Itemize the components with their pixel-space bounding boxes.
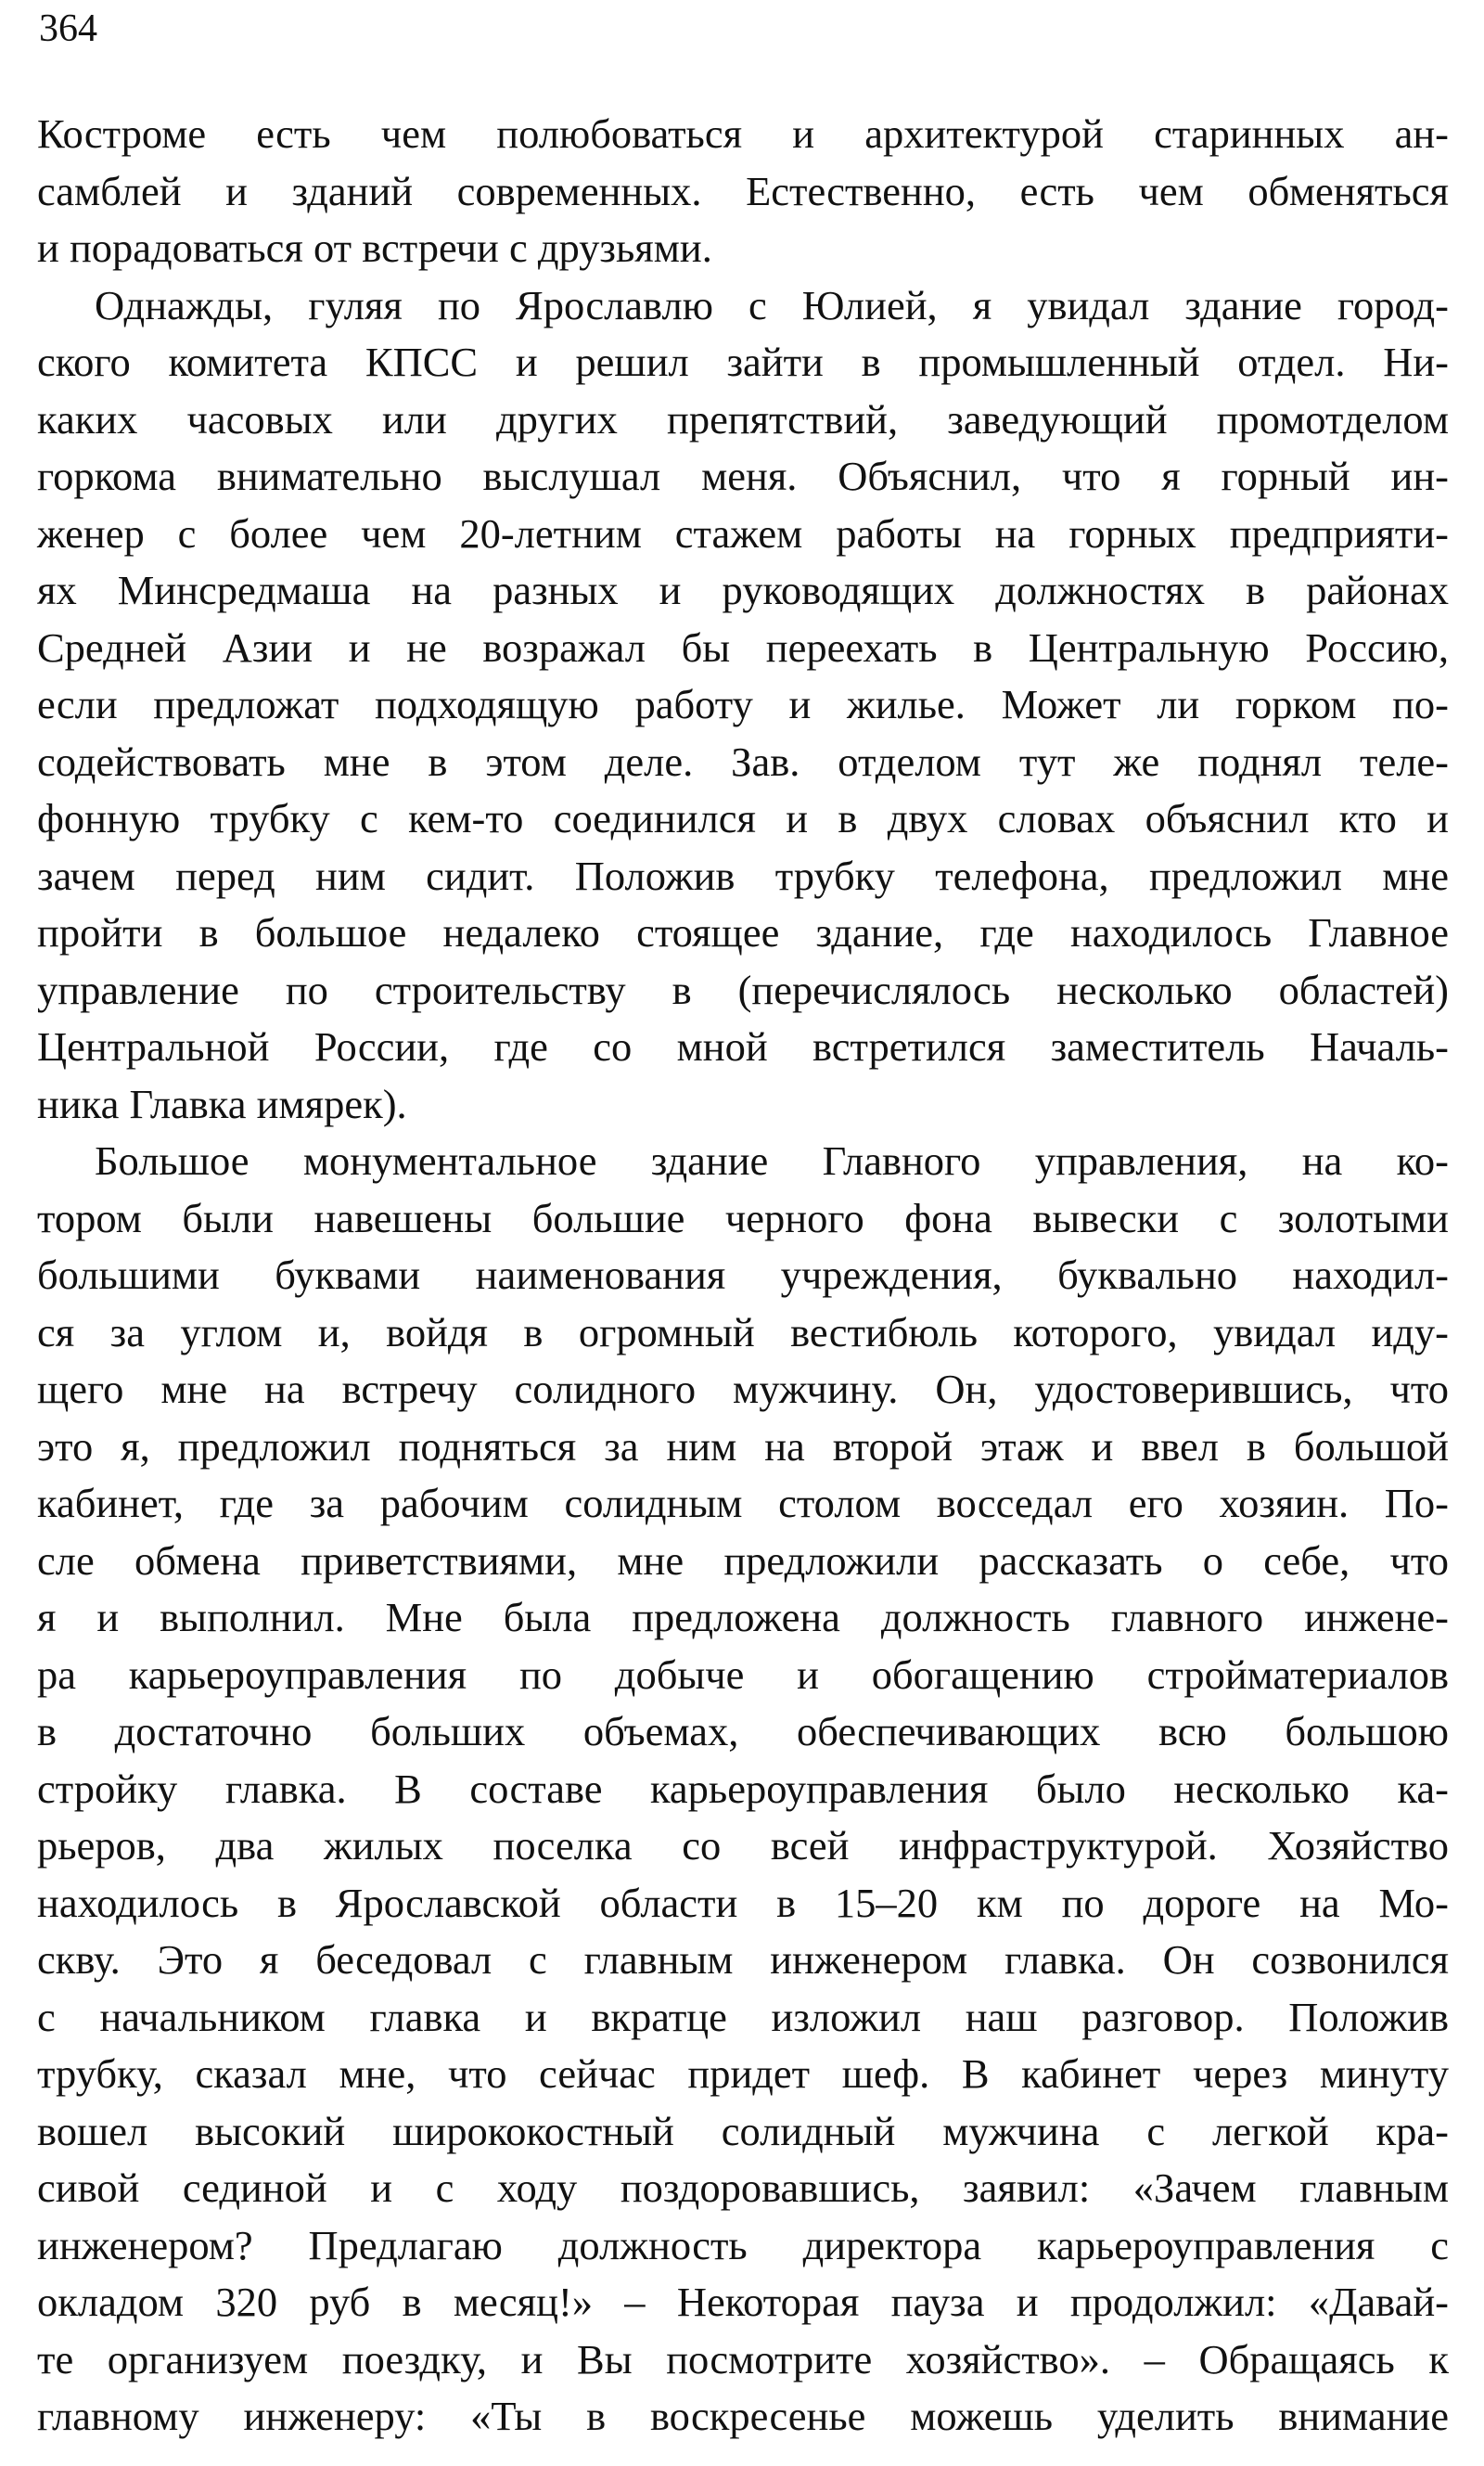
- text-line: фонную трубку с кем-то соединился и в двух словах объяснил кто и: [37, 795, 1449, 841]
- text-line: инженером? Предлагаю должность директора карьероуправления с: [37, 2221, 1449, 2268]
- text-line: стройку главка. В составе карьероуправления было несколько ка-: [37, 1765, 1449, 1812]
- text-line: каких часовых или других препятствий, заведующий промотделом: [37, 395, 1449, 443]
- text-line: сле обмена приветствиями, мне предложили рассказать о себе, что: [37, 1536, 1449, 1584]
- text-line: кабинет, где за рабочим солидным столом восседал его хозяин. По-: [37, 1480, 1449, 1526]
- text-line: окладом 320 руб в месяц!» – Некоторая пауза и продолжил: «Давай-: [37, 2279, 1449, 2325]
- text-line: если предложат подходящую работу и жилье. Может ли горком по-: [37, 681, 1449, 727]
- text-line: ника Главка имярек).: [37, 1080, 407, 1127]
- text-line: женер с более чем 20-летним стажем работы на горных предприяти-: [37, 509, 1449, 557]
- text-line: управление по строительству в (перечислялось несколько областей): [37, 966, 1449, 1013]
- text-line: Средней Азии и не возражал бы переехать в Центральную Россию,: [37, 623, 1449, 671]
- text-line: вошел высокий ширококостный солидный мужчина с легкой кра-: [37, 2107, 1449, 2154]
- text-line: содействовать мне в этом деле. Зав. отделом тут же поднял теле-: [37, 738, 1449, 785]
- text-line: с начальником главка и вкратце изложил наш разговор. Положив: [37, 1993, 1449, 2040]
- text-line: ях Минсредмаша на разных и руководящих должностях в районах: [37, 567, 1449, 613]
- text-line: большими буквами наименования учреждения, буквально находил-: [37, 1252, 1449, 1298]
- text-line: ского комитета КПСС и решил зайти в промышленный отдел. Ни-: [37, 339, 1449, 385]
- paragraph-1: [37, 106, 1449, 277]
- text-line: Однажды, гуляя по Ярославлю с Юлией, я увидал здание город-: [95, 281, 1449, 328]
- text-line: Большое монументальное здание Главного управления, на ко-: [95, 1137, 1449, 1184]
- body-text: [37, 106, 1449, 2446]
- text-line: ра карьероуправления по добыче и обогащению стройматериалов: [37, 1650, 1449, 1698]
- text-line: Центральной России, где со мной встретился заместитель Началь-: [37, 1023, 1449, 1070]
- text-line: трубку, сказал мне, что сейчас придет шеф. В кабинет через минуту: [37, 2050, 1449, 2097]
- paragraph-2: [37, 277, 1449, 1134]
- text-line: главному инженеру: «Ты в воскресенье можешь уделить внимание: [37, 2393, 1449, 2439]
- text-line: самблей и зданий современных. Естественно, есть чем обменяться: [37, 167, 1449, 214]
- text-line: скву. Это я беседовал с главным инженером главка. Он созвонился: [37, 1936, 1449, 1983]
- text-line: рьеров, два жилых поселка со всей инфраструктурой. Хозяйство: [37, 1822, 1449, 1869]
- text-line: зачем перед ним сидит. Положив трубку телефона, предложил мне: [37, 852, 1449, 899]
- text-line: я и выполнил. Мне была предложена должность главного инжене-: [37, 1594, 1449, 1640]
- text-line: пройти в большое недалеко стоящее здание, где находилось Главное: [37, 909, 1449, 956]
- text-line: те организуем поездку, и Вы посмотрите хозяйство». – Обращаясь к: [37, 2335, 1449, 2383]
- text-line: Костроме есть чем полюбоваться и архитектурой старинных ан-: [37, 110, 1449, 157]
- text-line: в достаточно больших объемах, обеспечивающих всю большою: [37, 1708, 1449, 1754]
- page-number: 364: [39, 7, 97, 50]
- text-line: находилось в Ярославской области в 15–20 км по дороге на Мо-: [37, 1879, 1449, 1926]
- text-line: это я, предложил подняться за ним на второй этаж и ввел в большой: [37, 1422, 1449, 1470]
- text-line: тором были навешены большие черного фона вывески с золотыми: [37, 1194, 1449, 1241]
- text-line: сивой сединой и с ходу поздоровавшись, заявил: «Зачем главным: [37, 2164, 1449, 2211]
- text-line: ся за углом и, войдя в огромный вестибюль которого, увидал иду-: [37, 1308, 1449, 1355]
- paragraph-3: [37, 1133, 1449, 2446]
- text-line: горкома внимательно выслушал меня. Объяснил, что я горный ин-: [37, 453, 1449, 499]
- text-line: и порадоваться от встречи с друзьями.: [37, 225, 712, 271]
- text-line: щего мне на встречу солидного мужчину. Он, удостоверившись, что: [37, 1366, 1449, 1412]
